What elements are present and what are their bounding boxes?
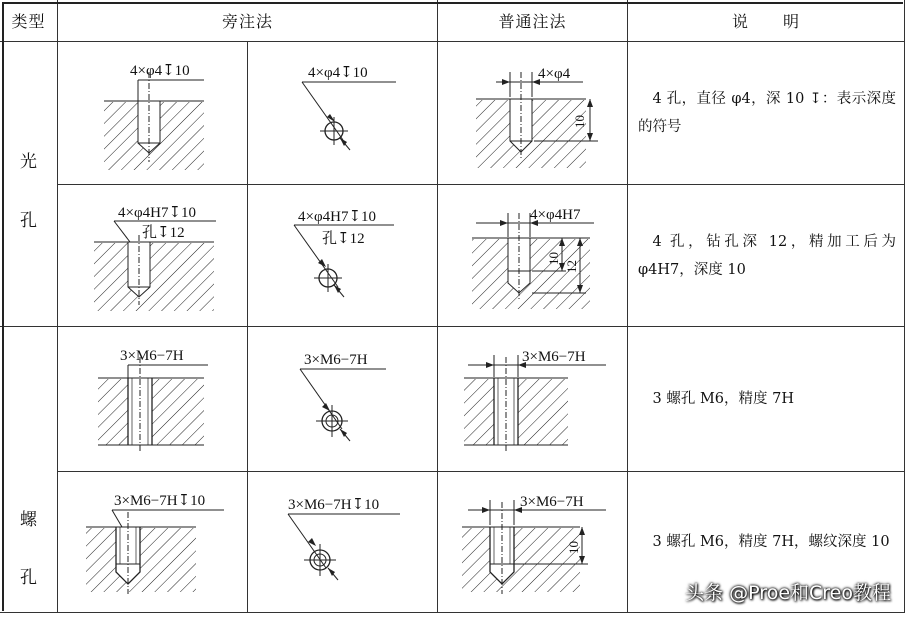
row1-side-a — [58, 42, 248, 185]
row4-desc-text: 3 螺孔 M6，精度 7H，螺纹深度 10 — [652, 534, 890, 550]
row1-side-b-drawing — [248, 42, 438, 185]
row3-side-a — [58, 327, 248, 472]
row3-desc-text: 3 螺孔 M6，精度 7H — [652, 391, 794, 407]
row4-normal — [438, 472, 628, 613]
row3-normal-drawing — [438, 327, 628, 472]
row3-normal — [438, 327, 628, 472]
row2-normal-dim2: 12 — [564, 260, 579, 273]
row1-side-a-label: 4×φ4↧10 — [130, 63, 190, 79]
row1-side-b — [248, 42, 438, 185]
row4-normal-label: 3×M6−7H — [520, 494, 584, 510]
header-type-label: 类型 — [11, 12, 46, 31]
row3-side-a-label: 3×M6−7H — [120, 348, 184, 364]
row4-normal-dim: 10 — [566, 541, 581, 554]
row3-side-b — [248, 327, 438, 472]
group-light-char-2: 孔 — [20, 211, 37, 231]
row3-side-a-drawing — [58, 327, 248, 472]
row4-side-b — [248, 472, 438, 613]
row3-side-b-label: 3×M6−7H — [304, 352, 368, 368]
row2-side-b-label2: 孔↧12 — [322, 231, 365, 247]
row4-side-a-label: 3×M6−7H↧10 — [114, 493, 206, 509]
header-normal-label: 普通注法 — [498, 12, 567, 31]
row1-normal-label: 4×φ4 — [538, 66, 571, 82]
group-thread-hole — [0, 327, 58, 613]
group-light-char-1: 光 — [20, 152, 37, 172]
row1-side-b-label: 4×φ4↧10 — [308, 65, 368, 81]
row2-desc-text: 4 孔，钻孔深 12，精加工后为 φ4H7，深度 10 — [638, 233, 896, 278]
row4-side-a — [58, 472, 248, 613]
row4-normal-drawing — [438, 472, 628, 613]
row4-side-a-drawing — [58, 472, 248, 613]
row2-desc — [628, 185, 905, 327]
group-thread-char-2: 孔 — [20, 568, 37, 588]
row3-desc — [628, 327, 905, 472]
header-side-label: 旁注法 — [221, 12, 273, 31]
header-explain-label: 说 明 — [731, 12, 800, 31]
header-type — [0, 0, 58, 42]
row2-normal-dim1: 10 — [546, 252, 561, 265]
row1-side-a-drawing — [58, 42, 248, 185]
row1-normal-dim: 10 — [572, 115, 587, 128]
row2-side-a — [58, 185, 248, 327]
row2-normal — [438, 185, 628, 327]
row2-normal-drawing — [438, 185, 628, 327]
row3-normal-label: 3×M6−7H — [522, 349, 586, 365]
row4-side-b-drawing — [248, 472, 438, 613]
row2-side-b-label1: 4×φ4H7↧10 — [298, 209, 377, 225]
row1-desc-text: 4 孔，直径 φ4，深 10 ↧：表示深度的符号 — [638, 91, 896, 135]
row1-normal — [438, 42, 628, 185]
row2-side-b-drawing — [248, 185, 438, 327]
row2-side-a-drawing — [58, 185, 248, 327]
watermark: 头条 @Proe和Creo教程 — [685, 582, 891, 604]
header-side — [58, 0, 438, 42]
row3-side-b-drawing — [248, 327, 438, 472]
group-light-hole — [0, 42, 58, 327]
row2-normal-label: 4×φ4H7 — [530, 207, 581, 223]
row2-side-b — [248, 185, 438, 327]
group-thread-char-1: 螺 — [20, 510, 37, 530]
row2-side-a-label1: 4×φ4H7↧10 — [118, 205, 197, 221]
row1-normal-drawing — [438, 42, 628, 185]
row2-side-a-label2: 孔↧12 — [142, 225, 185, 241]
header-explain — [628, 0, 905, 42]
row1-desc — [628, 42, 905, 185]
header-normal — [438, 0, 628, 42]
row4-side-b-label: 3×M6−7H↧10 — [288, 497, 380, 513]
